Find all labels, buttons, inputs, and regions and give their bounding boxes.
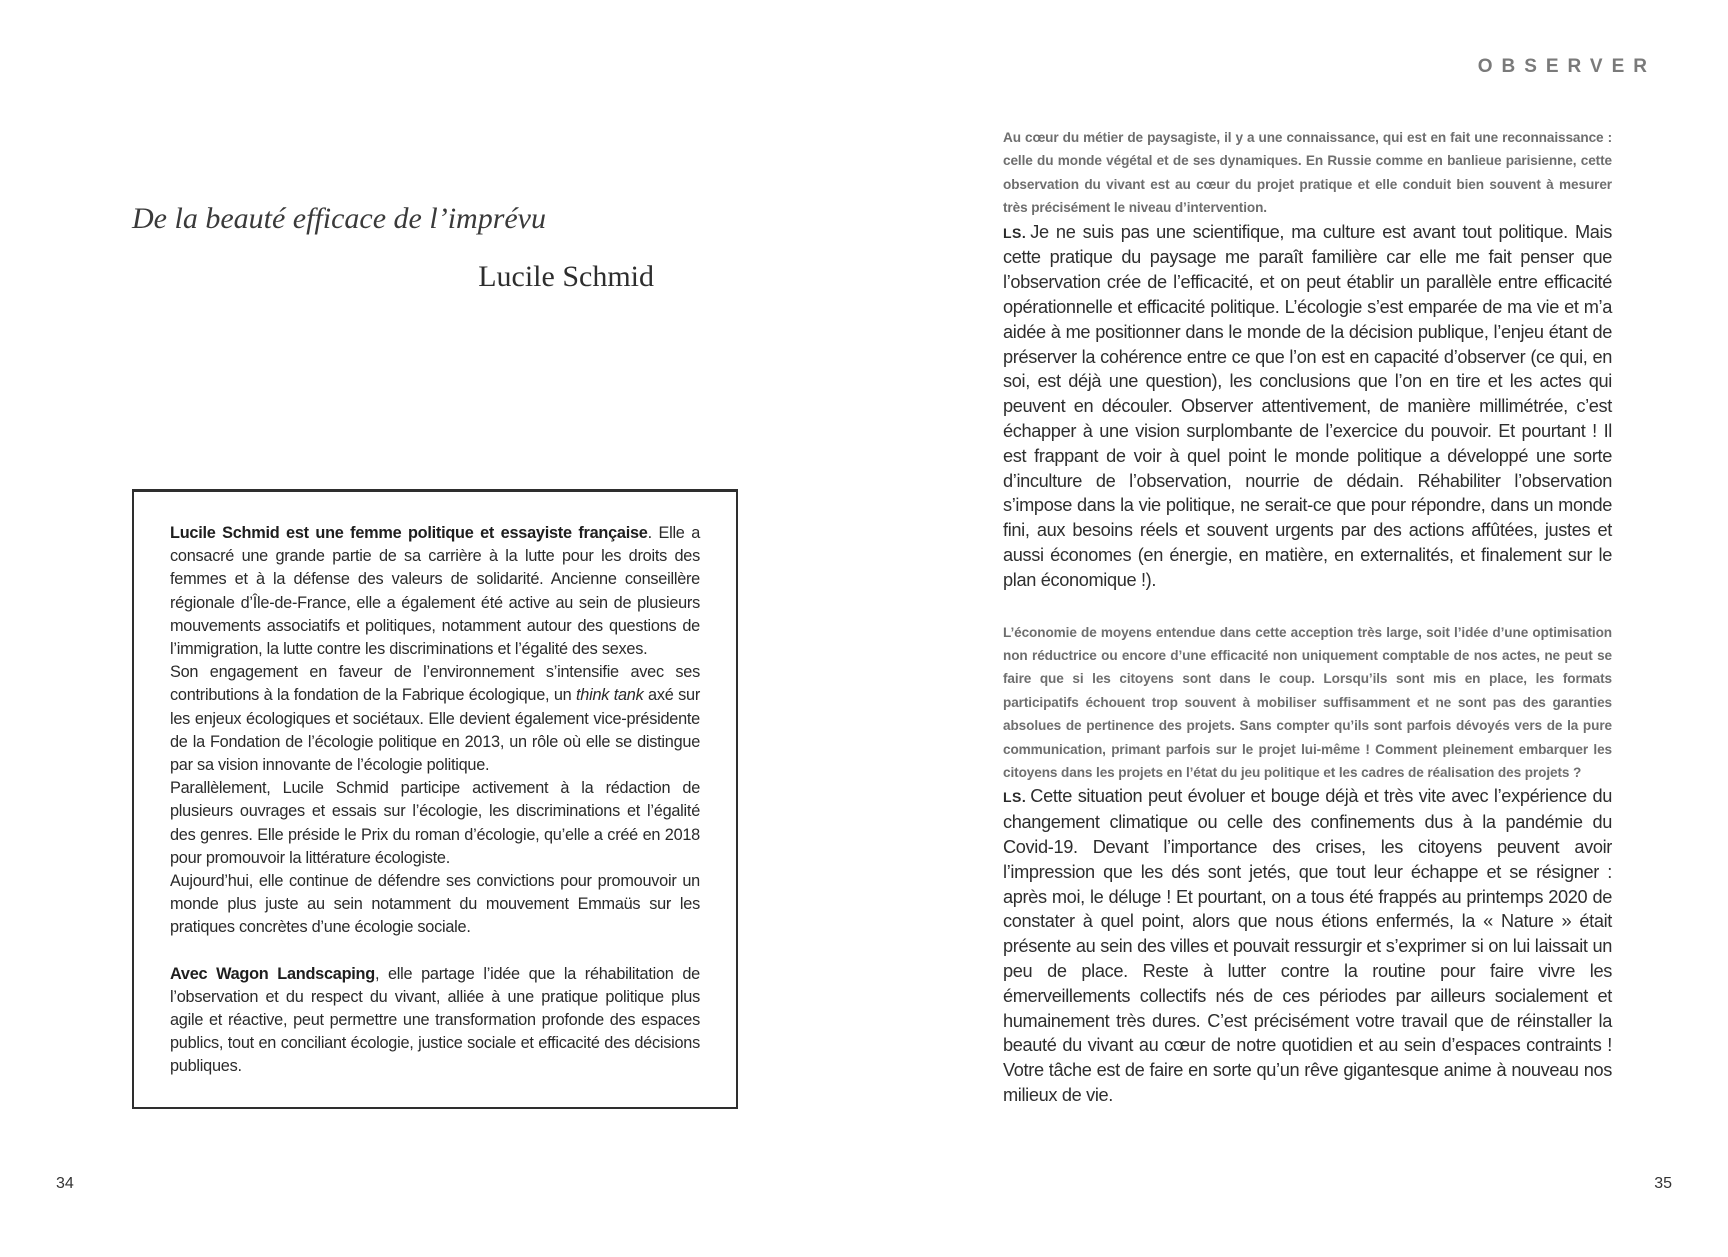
interview-question: L’économie de moyens entendue dans cette acception très large, soit l’idée d’une optimisation non réductrice ou encore d’une efficacité non uniquement comptable de nos actes, ne peut se faire que si les citoyens sont dans le coup. Lorsqu’ils sont mis en place, les formats participatifs échouent trop souvent à mobiliser suffisamment et ne sont pas des garanties absolues de pertinence des projets. Sans compter qu’ils sont parfois dévoyés vers de la pure communication, primant parfois sur le projet lui-même ! Comment pleinement embarquer les citoyens dans les projets en l’état du jeu politique et les cadres de réalisation des projets ? — [1003, 624, 1612, 781]
interview-column — [1003, 126, 1612, 1108]
page-number-right: 35 — [1654, 1175, 1672, 1192]
bio-paragraph: Son engagement en faveur de l’environnement s’intensifie avec ses contributions à la fondation de la Fabrique écologique, un think tank axé sur les enjeux écologiques et sociétaux. Elle devient également vice-présidente de la Fondation de l’écologie politique en 2013, un rôle où elle se distingue par sa vision innovante de l’écologie politique. — [170, 663, 700, 775]
author-name: Lucile Schmid — [478, 260, 654, 293]
page-number-left: 34 — [56, 1175, 74, 1192]
bio-lead: Lucile Schmid est une femme politique et essayiste française — [170, 524, 648, 542]
right-page — [864, 0, 1728, 1257]
author-bio-box — [132, 489, 738, 1109]
bio-paragraph: Avec Wagon Landscaping, elle partage l’idée que la réhabilitation de l’observation et du respect du vivant, alliée à une pratique politique plus agile et réactive, peut permettre une transformation profonde des espaces publics, tout en conciliant écologie, justice sociale et efficacité des décisions publiques. — [170, 964, 700, 1076]
interview-answer: LS. Cette situation peut évoluer et bouge déjà et très vite avec l’expérience du changement climatique ou celle des confinements dus à la pandémie du Covid-19. Devant l’importance des crises, les citoyens peuvent avoir l’impression que les dés sont jetés, que tout leur échappe et se résigner : après moi, le déluge ! Et pourtant, on a tous été frappés au printemps 2020 de constater à quel point, alors que nous étions enfermés, la « Nature » était présente au sein des villes et pouvait ressurgir et s’exprimer si on lui laissait un peu de place. Reste à lutter contre la routine pour faire vivre les émerveillements collectifs nés de ces périodes par ailleurs socialement et humainement très dures. C’est précisément votre travail que de réinstaller la beauté du vivant au cœur de notre quotidien et au sein d’espaces contraints ! Votre tâche est de faire en sorte qu’un rêve gigantesque anime à nouveau nos milieux de vie. — [1003, 786, 1612, 1105]
bio-paragraph: Parallèlement, Lucile Schmid participe activement à la rédaction de plusieurs ouvrages et essais sur l’écologie, les discriminations et l’égalité des genres. Elle préside le Prix du roman d’écologie, qu’elle a créé en 2018 pour promouvoir la littérature écologiste. — [170, 779, 700, 867]
chapter-title: De la beauté efficace de l’imprévu — [132, 202, 546, 235]
bio-paragraph: Lucile Schmid est une femme politique et essayiste française. Elle a consacré une grande partie de sa carrière à la lutte pour les droits des femmes et à la défense des valeurs de solidarité. Ancienne conseillère régionale d’Île-de-France, elle a également été active au sein de plusieurs mouvements associatifs et politiques, notamment autour des questions de l’immigration, la lutte contre les discriminations et l’égalité des sexes. — [170, 524, 700, 659]
running-head: OBSERVER — [1477, 56, 1656, 77]
think-tank-term: think tank — [576, 686, 644, 705]
bio-wagon-lead: Avec Wagon Landscaping — [170, 964, 375, 983]
interview-question: Au cœur du métier de paysagiste, il y a une connaissance, qui est en fait une reconnaissance : celle du monde végétal et de ses dynamiques. En Russie comme en banlieue parisienne, cette observation du vivant est au cœur du projet pratique et elle conduit bien souvent à mesurer très précisément le niveau d’intervention. — [1003, 130, 1612, 216]
bio-paragraph: Aujourd’hui, elle continue de défendre ses convictions pour promouvoir un monde plus juste au sein notamment du mouvement Emmaüs sur les pratiques concrètes d’une écologie sociale. — [170, 872, 700, 937]
speaker-label: LS. — [1003, 224, 1027, 241]
interview-answer: LS. Je ne suis pas une scientifique, ma culture est avant tout politique. Mais cette pratique du paysage me paraît familière car elle me fait penser que l’observation crée de l’efficacité, et on peut établir un parallèle entre efficacité opérationnelle et efficacité politique. L’écologie s’est emparée de ma vie et m’a aidée à me positionner dans le monde de la décision publique, l’enjeu étant de préserver la cohérence entre ce que l’on est en capacité d’observer (ce qui, en soi, est déjà une question), les conclusions que l’on en tire et les actes qui peuvent en découler. Observer attentivement, de manière millimétrée, c’est échapper à une vision surplombante de l’exercice du pouvoir. Et pourtant ! Il est frappant de voir à quel point le monde politique a développé une sorte d’inculture de l’observation, nourrie de dédain. Réhabiliter l’observation s’impose dans la vie politique, ne serait-ce que pour répondre, dans un monde fini, aux besoins réels et souvent urgents par des actions affûtées, justes et aussi économes (en énergie, en matière, en externalités, et finalement sur le plan économique !). — [1003, 221, 1612, 590]
speaker-label: LS. — [1003, 789, 1027, 806]
